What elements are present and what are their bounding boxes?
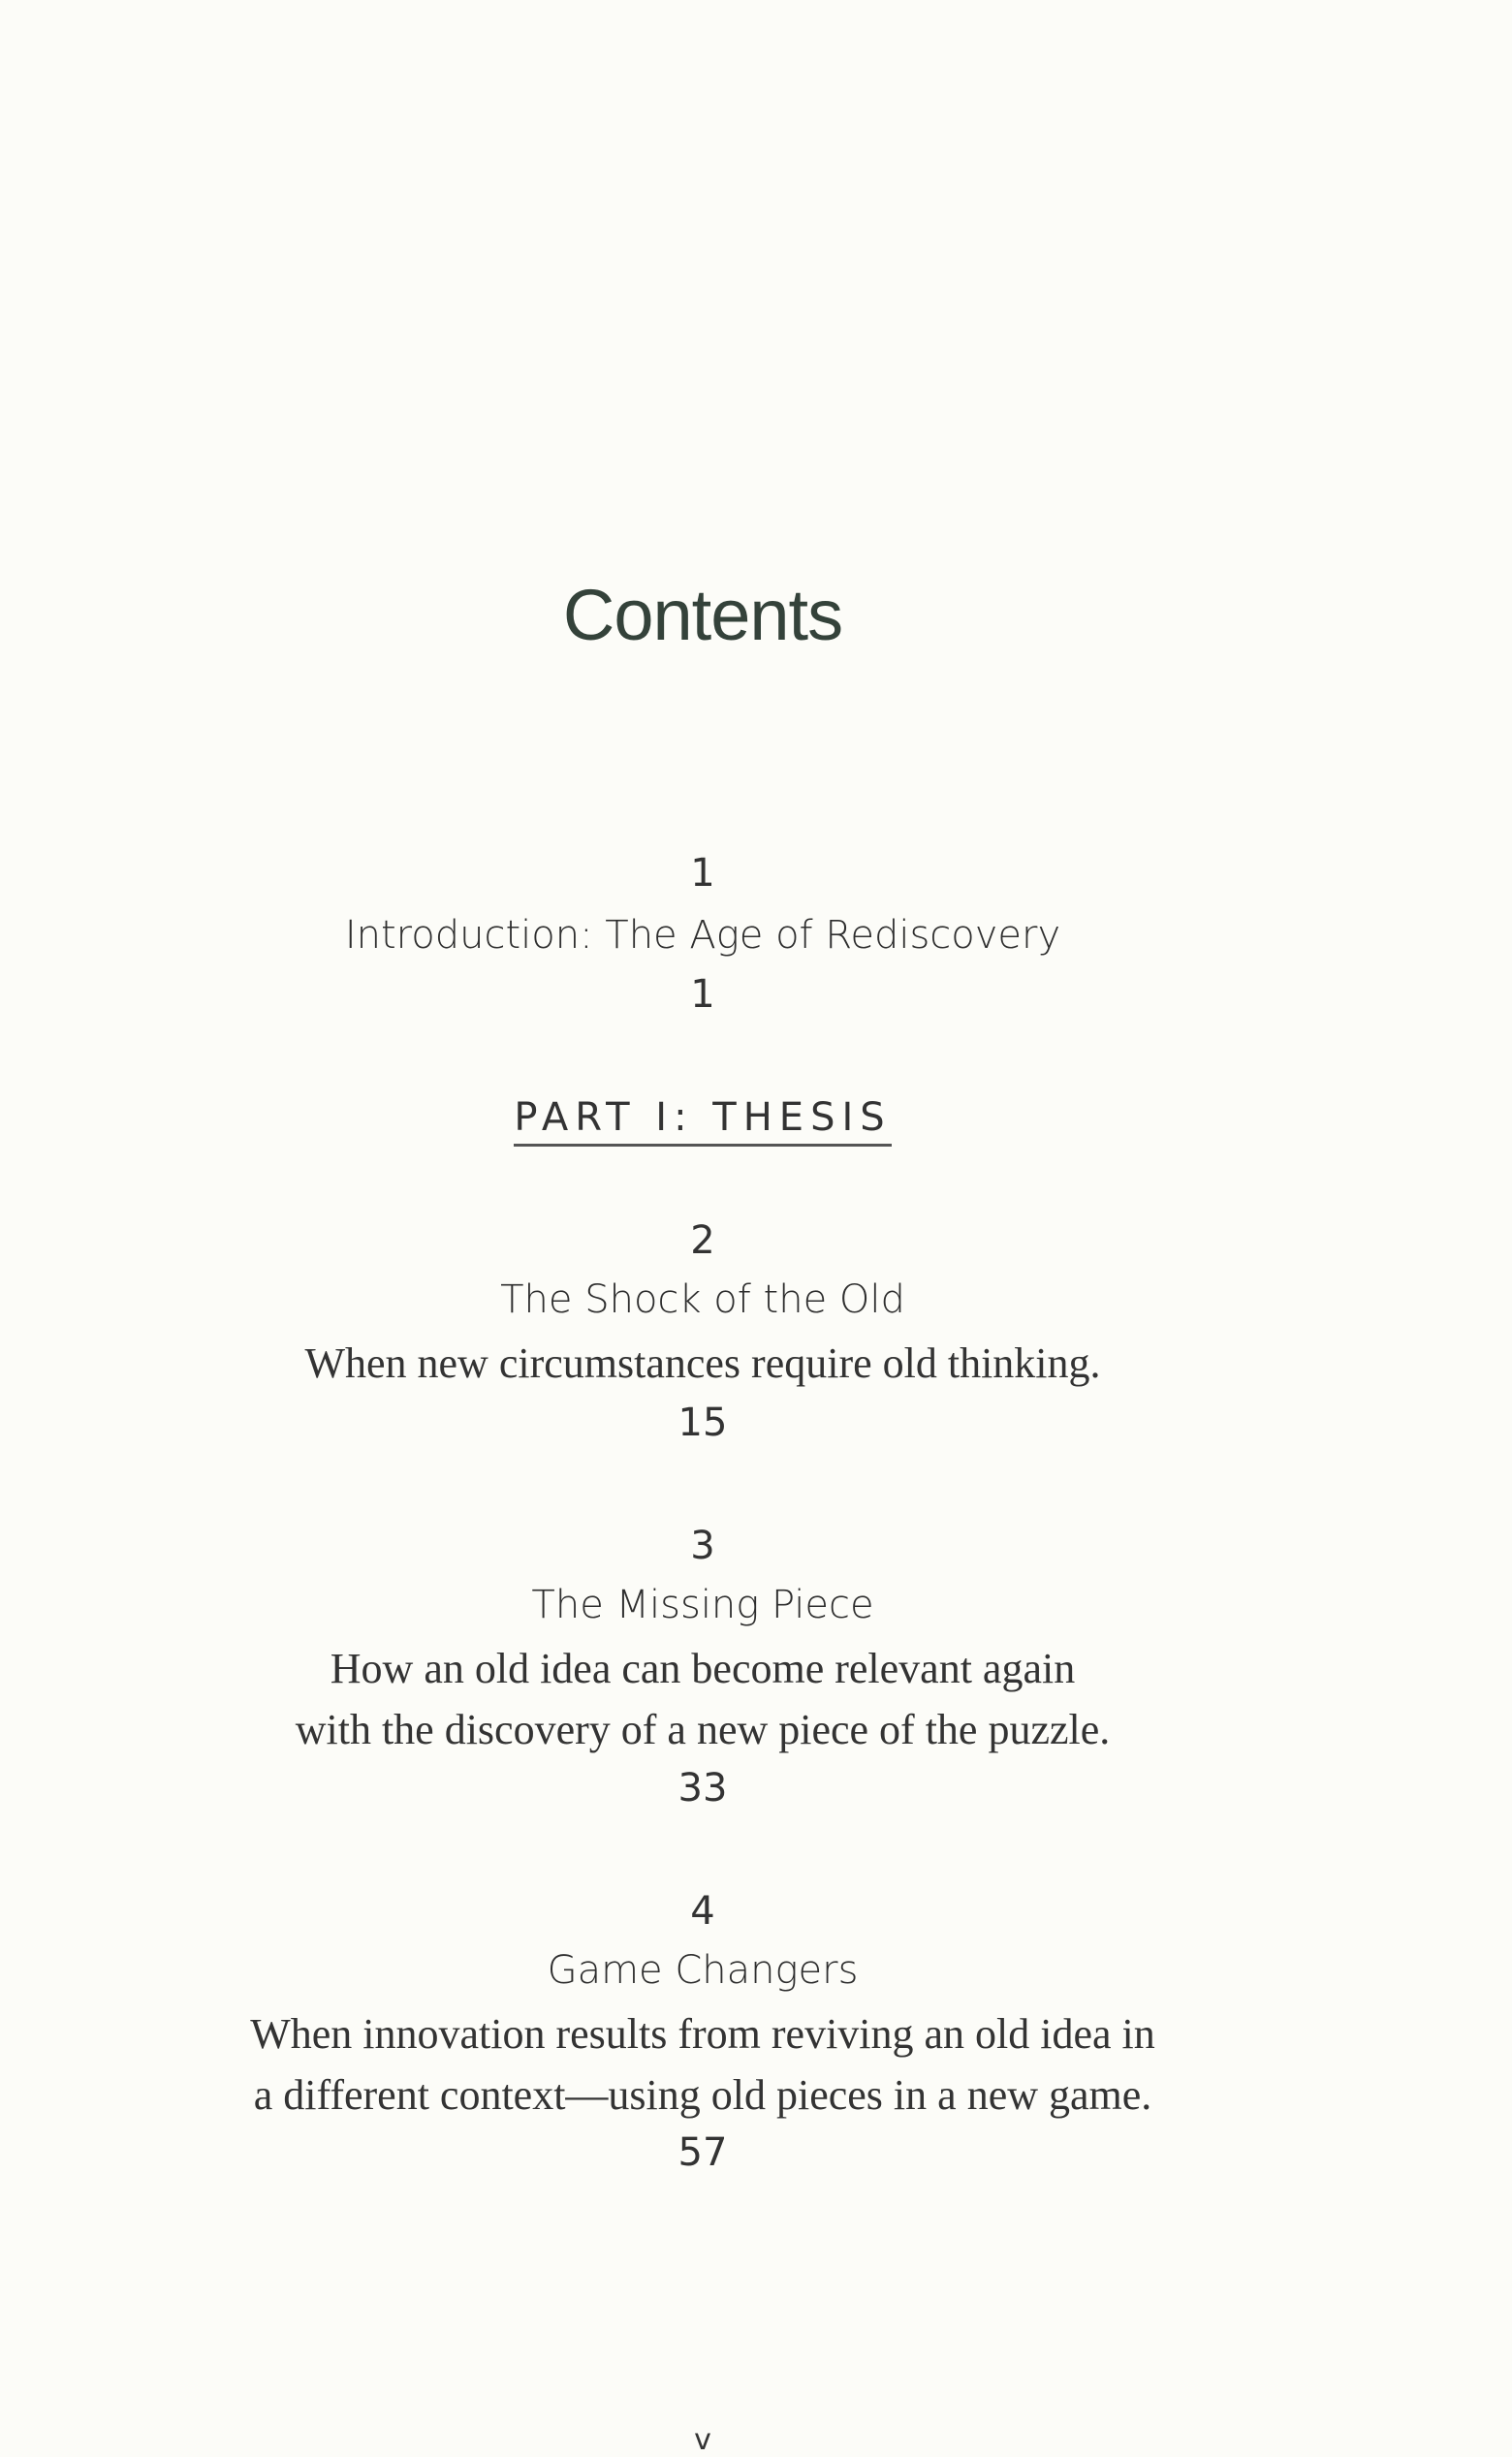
page-folio: v <box>694 2423 711 2457</box>
chapter-page-number: 57 <box>677 2130 728 2175</box>
chapter-description-line: When new circumstances require old thinking. <box>304 1339 1101 1387</box>
chapter-title: The Shock of the Old <box>500 1277 905 1322</box>
intro-title: Introduction: The Age of Rediscovery <box>344 913 1061 958</box>
chapter-page-number: 33 <box>677 1766 728 1811</box>
chapter-description-line: When innovation results from reviving an old idea in <box>250 2010 1155 2058</box>
page-title: Contents <box>562 575 843 655</box>
chapter-number: 2 <box>690 1218 715 1263</box>
chapter-title: The Missing Piece <box>531 1583 874 1627</box>
chapter-number: 4 <box>690 1889 715 1934</box>
chapter-description-line: with the discovery of a new piece of the puzzle. <box>295 1706 1111 1753</box>
part-heading <box>0 1095 1405 1147</box>
intro-page-number: 1 <box>690 972 715 1017</box>
chapter-title: Game Changers <box>547 1948 859 1993</box>
intro-number: 1 <box>690 851 715 896</box>
chapter-description-line: a different context—using old pieces in a new game. <box>253 2071 1152 2119</box>
part-heading-label: PART I: THESIS <box>514 1095 891 1147</box>
chapter-page-number: 15 <box>677 1401 728 1445</box>
chapter-description-line: How an old idea can become relevant again <box>330 1645 1076 1692</box>
chapter-number: 3 <box>690 1524 715 1568</box>
